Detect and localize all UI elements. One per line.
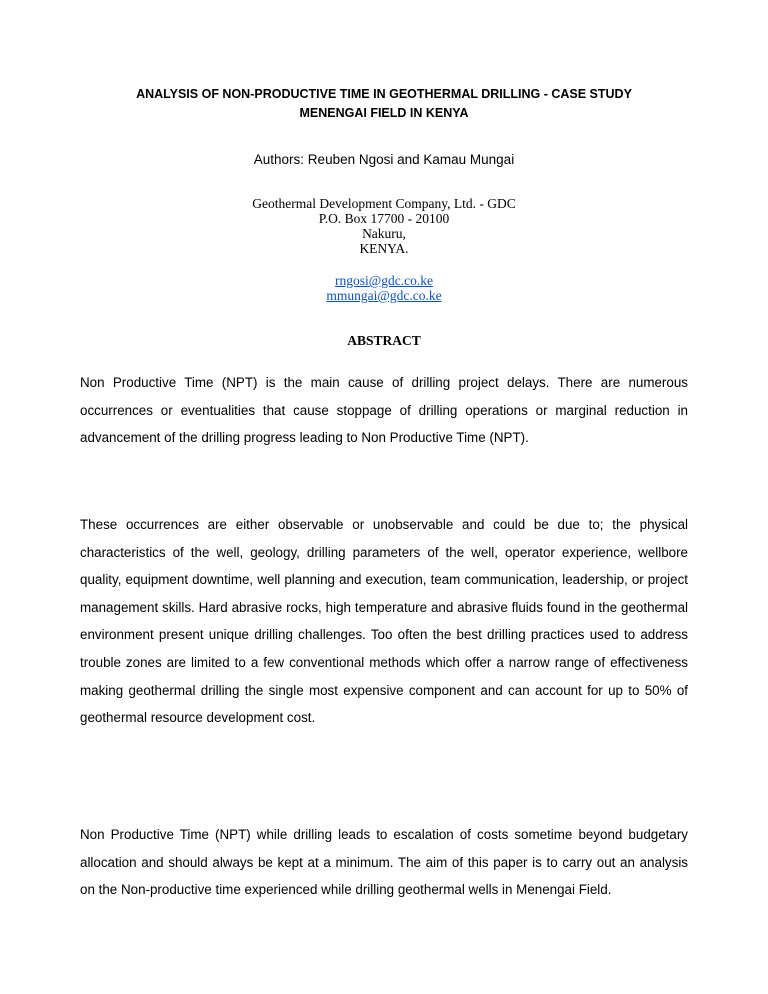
title-line-2: MENENGAI FIELD IN KENYA — [299, 106, 469, 120]
abstract-paragraph-3: Non Productive Time (NPT) while drilling leads to escalation of costs sometime beyond budgetary allocation and should always be kept at a minimum. The aim of this paper is to carry out an analysis on the Non-productive time experienced while drilling geothermal wells in Menengai Field. — [80, 827, 688, 898]
abstract-paragraph-1: Non Productive Time (NPT) is the main cause of drilling project delays. There are numerous occurrences or eventualities that cause stoppage of drilling operations or marginal reduction in advancement of the drilling progress leading to Non Productive Time (NPT). — [80, 375, 688, 446]
author-emails — [80, 273, 688, 303]
abstract-heading: ABSTRACT — [347, 333, 421, 348]
abstract-paragraph-2: These occurrences are either observable or unobservable and could be due to; the physical characteristics of the well, geology, drilling parameters of the well, operator experience, wellbore quality, equipment downtime, well planning and execution, team communication, leadership, or project management skills. Hard abrasive rocks, high temperature and abrasive fluids found in the geothermal environment present unique drilling challenges. Too often the best drilling practices used to address trouble zones are limited to a few conventional methods which offer a narrow range of effectiveness making geothermal drilling the single most expensive component and can account for up to 50% of geothermal resource development cost. — [80, 517, 688, 726]
affiliation-block — [80, 196, 688, 256]
paper-title — [80, 85, 688, 123]
affiliation-country: KENYA. — [359, 241, 409, 256]
affiliation-city: Nakuru, — [362, 226, 406, 241]
affiliation-organization: Geothermal Development Company, Ltd. - GDC — [252, 196, 516, 211]
email-link-mungai[interactable]: mmungai@gdc.co.ke — [326, 288, 442, 303]
title-line-1: ANALYSIS OF NON-PRODUCTIVE TIME IN GEOTHERMAL DRILLING - CASE STUDY — [136, 87, 632, 101]
affiliation-po-box: P.O. Box 17700 - 20100 — [318, 211, 450, 226]
email-link-ngosi[interactable]: rngosi@gdc.co.ke — [335, 273, 433, 288]
authors-line: Authors: Reuben Ngosi and Kamau Mungai — [253, 152, 515, 167]
